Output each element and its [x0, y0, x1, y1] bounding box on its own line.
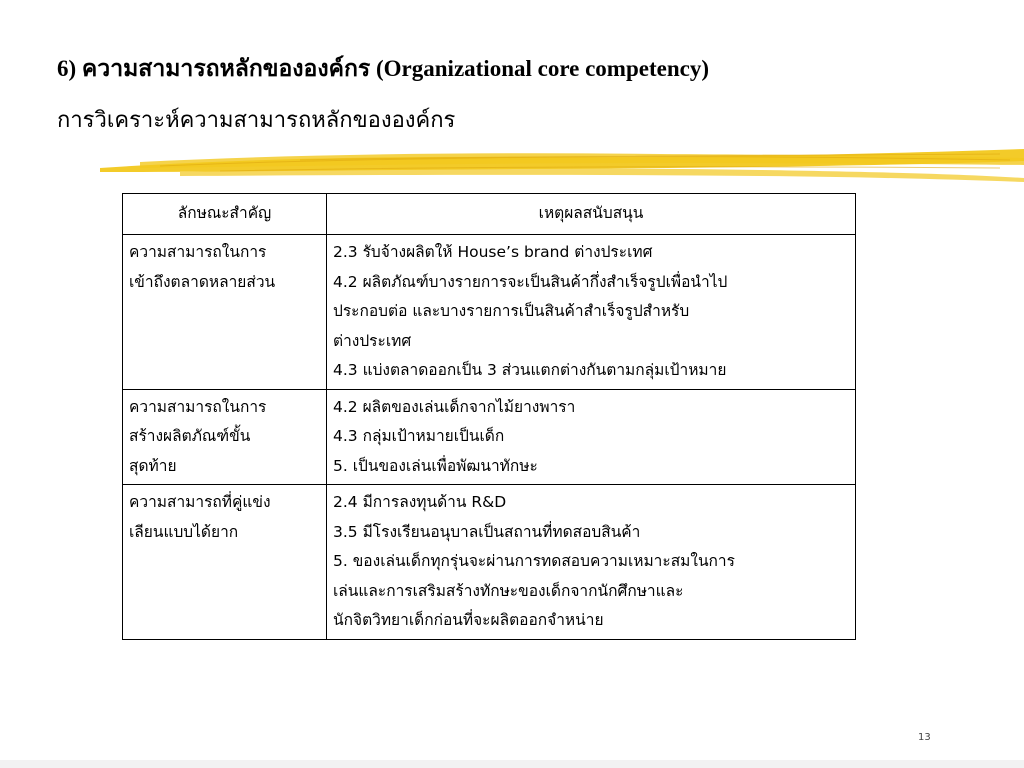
table-row — [123, 389, 856, 485]
reason-line: ต่างประเทศ — [333, 331, 412, 350]
feature-line: ความสามารถในการ — [129, 243, 267, 261]
feature-cell — [123, 485, 327, 640]
reasons-cell — [327, 235, 856, 390]
bottom-band — [0, 760, 1024, 768]
feature-cell — [123, 389, 327, 485]
reason-line: 2.3 รับจ้างผลิตให้ House’s brand ต่างประเทศ — [333, 243, 653, 261]
feature-line: สร้างผลิตภัณฑ์ขั้น — [129, 427, 251, 445]
yellow-brush-stroke-decoration — [100, 146, 1024, 186]
feature-line: เลียนแบบได้ยาก — [129, 522, 239, 541]
reason-line: 3.5 มีโรงเรียนอนุบาลเป็นสถานที่ทดสอบสินค้า — [333, 522, 641, 541]
header-feature: ลักษณะสำคัญ — [123, 194, 327, 235]
reason-line: 4.2 ผลิตภัณฑ์บางรายการจะเป็นสินค้ากึ่งสำเร็จรูปเพื่อนำไป — [333, 272, 728, 291]
reason-line: 4.3 แบ่งตลาดออกเป็น 3 ส่วนแตกต่างกันตามกลุ่มเป้าหมาย — [333, 361, 727, 379]
feature-cell — [123, 235, 327, 390]
reason-line: 5. เป็นของเล่นเพื่อพัฒนาทักษะ — [333, 456, 538, 475]
competency-table — [122, 193, 856, 640]
reasons-cell — [327, 389, 856, 485]
slide-title: 6) ความสามารถหลักขององค์กร (Organizational core competency) — [57, 56, 709, 81]
table-row — [123, 485, 856, 640]
reason-line: 5. ของเล่นเด็กทุกรุ่นจะผ่านการทดสอบความเหมาะสมในการ — [333, 552, 735, 570]
reason-line: 4.2 ผลิตของเล่นเด็กจากไม้ยางพารา — [333, 397, 576, 416]
reason-line: 2.4 มีการลงทุนด้าน R&D — [333, 493, 507, 511]
table-row — [123, 235, 856, 390]
feature-line: เข้าถึงตลาดหลายส่วน — [129, 272, 276, 291]
header-reasons: เหตุผลสนับสนุน — [327, 194, 856, 235]
table-header-row — [123, 194, 856, 235]
reason-line: เล่นและการเสริมสร้างทักษะของเด็กจากนักศึกษาและ — [333, 581, 684, 600]
reason-line: ประกอบต่อ และบางรายการเป็นสินค้าสำเร็จรูปสำหรับ — [333, 302, 690, 320]
reason-line: นักจิตวิทยาเด็กก่อนที่จะผลิตออกจำหน่าย — [333, 611, 604, 629]
feature-line: สุดท้าย — [129, 456, 177, 475]
page-number: 13 — [918, 732, 931, 743]
slide-subtitle: การวิเคราะห์ความสามารถหลักขององค์กร — [57, 108, 456, 133]
feature-line: ความสามารถที่คู่แข่ง — [129, 493, 271, 511]
feature-line: ความสามารถในการ — [129, 397, 267, 416]
reason-line: 4.3 กลุ่มเป้าหมายเป็นเด็ก — [333, 427, 505, 445]
reasons-cell — [327, 485, 856, 640]
